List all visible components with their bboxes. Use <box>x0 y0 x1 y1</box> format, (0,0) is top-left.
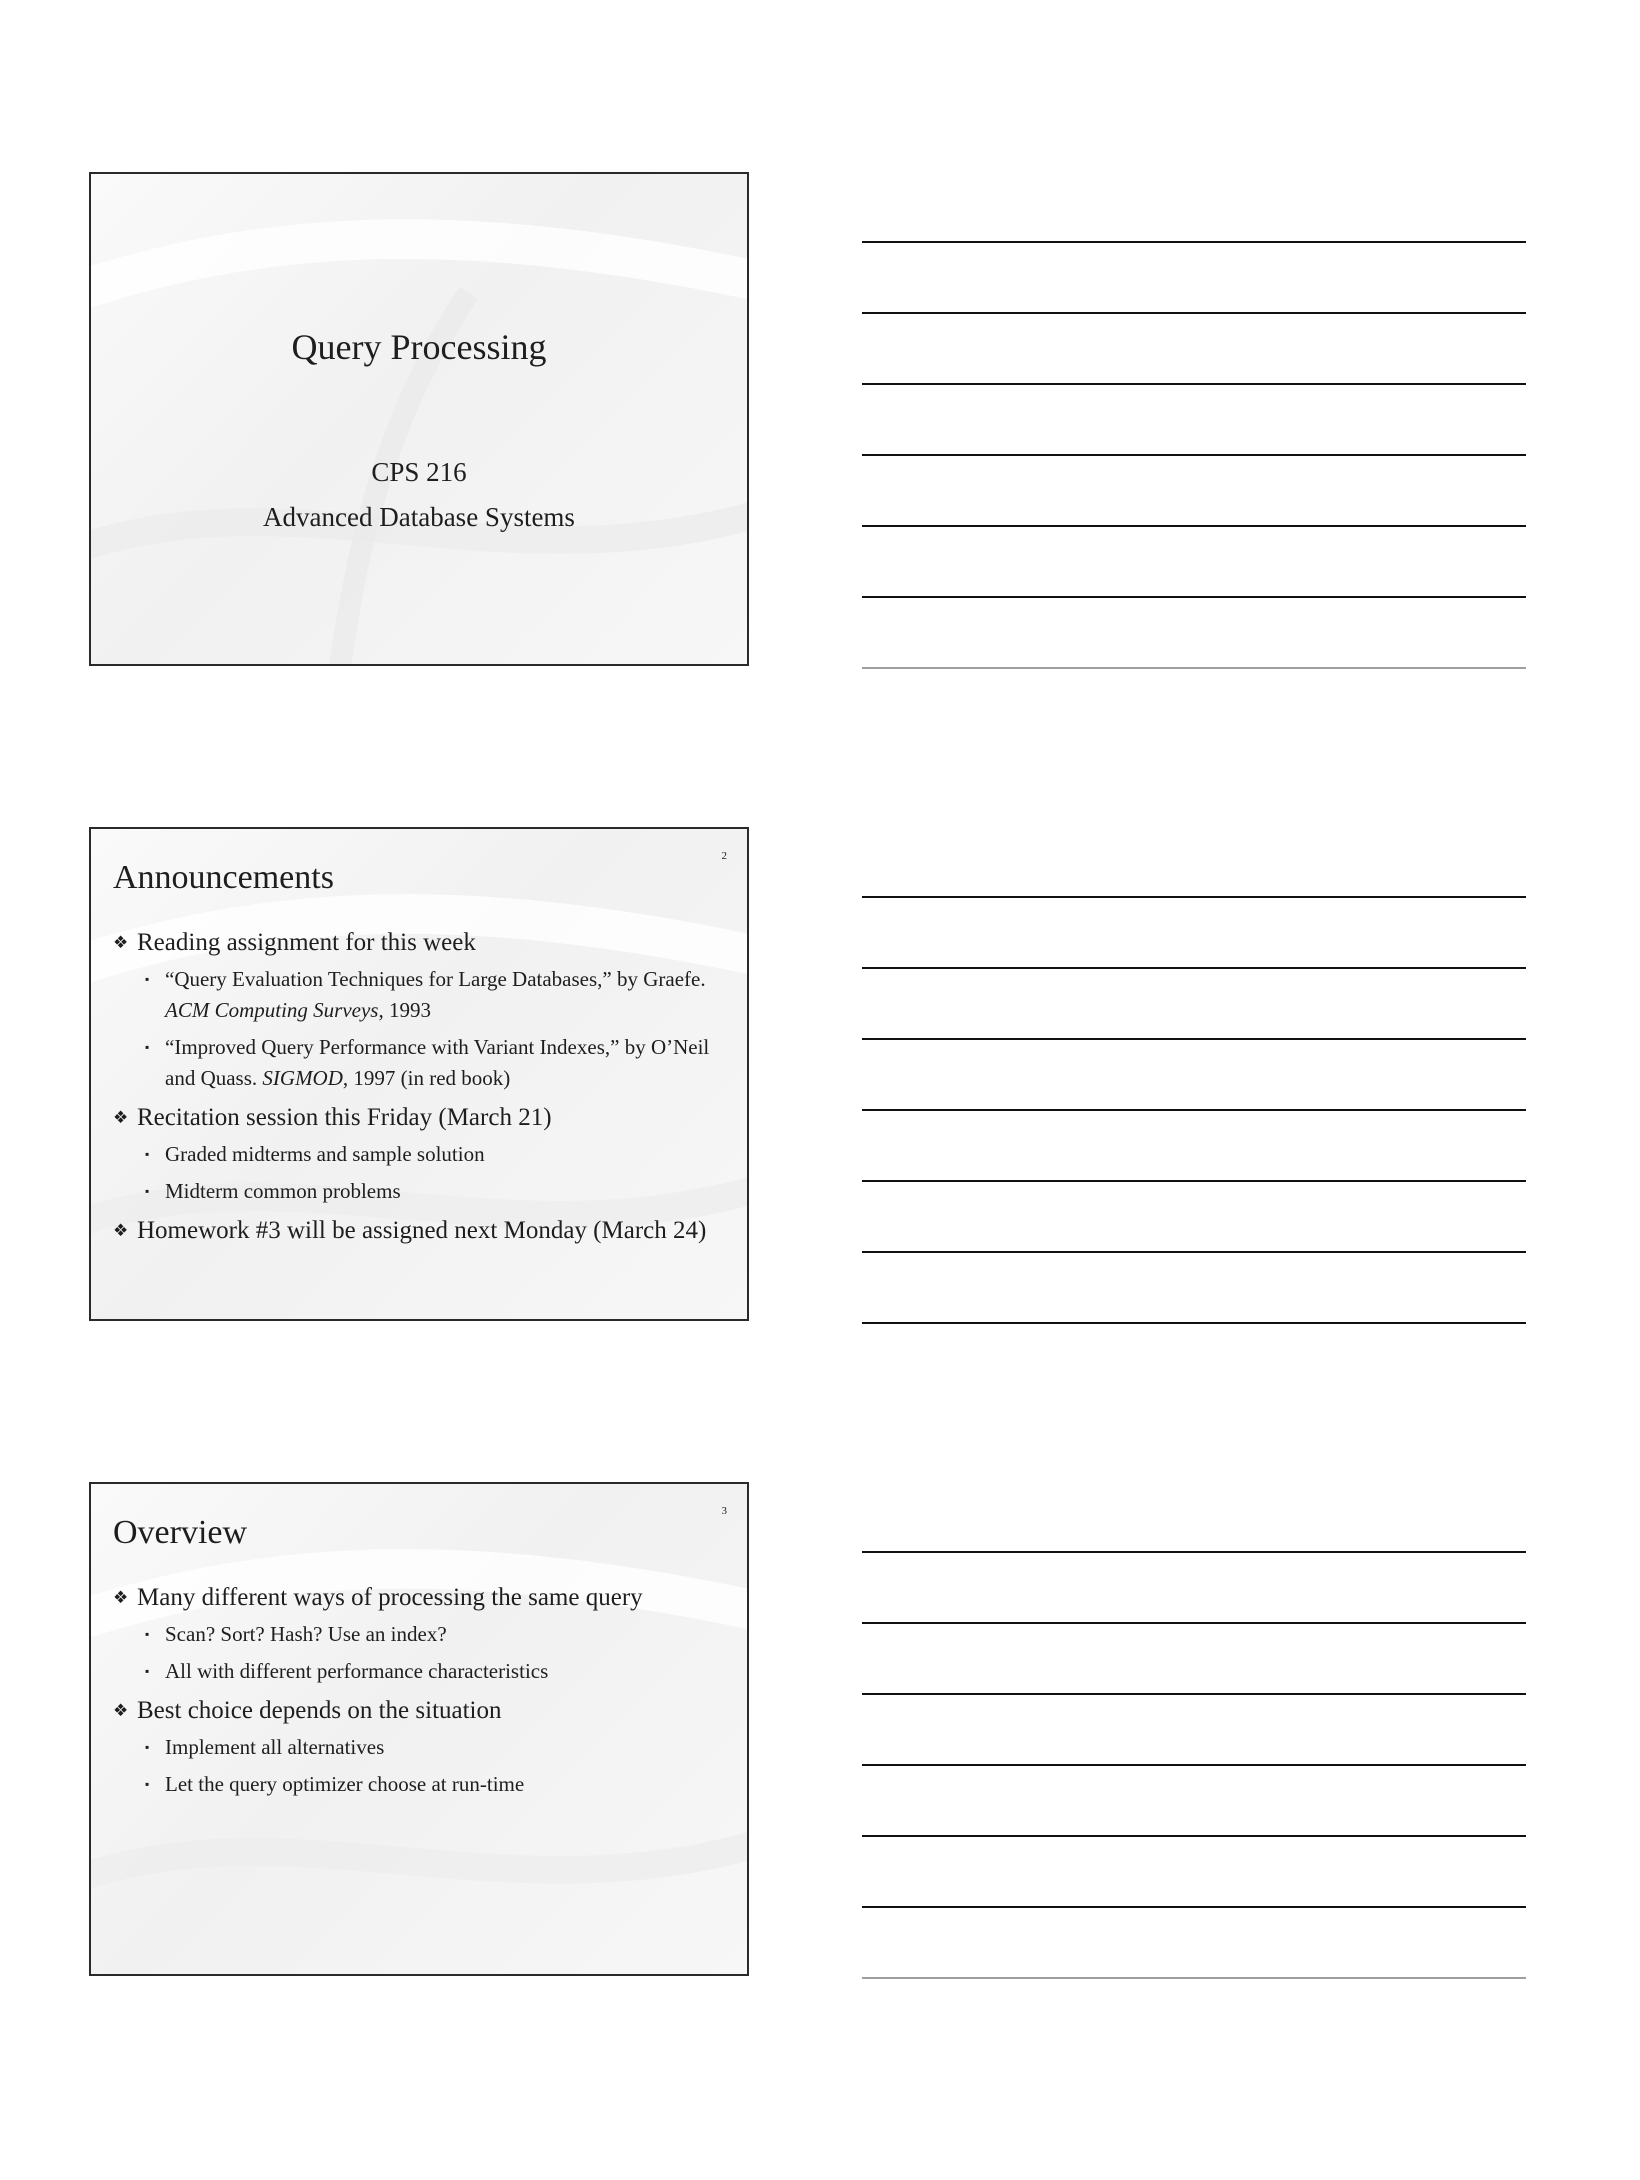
bullet-text: Scan? Sort? Hash? Use an index? <box>165 1622 447 1646</box>
bullet-text: All with different performance characteristics <box>165 1659 549 1683</box>
slide-1-thumbnail <box>89 172 749 666</box>
note-line <box>862 1040 1526 1111</box>
diamond-bullet-icon: ❖ <box>113 933 129 952</box>
slide-subtitle-course: CPS 216 <box>371 457 467 487</box>
bullet-text: Many different ways of processing the same query <box>137 1584 643 1611</box>
note-line <box>862 1482 1526 1553</box>
bullet-text: , 1997 (in red book) <box>342 1066 511 1090</box>
sub-bullet-item <box>113 1769 729 1800</box>
notes-lines-1 <box>862 172 1526 669</box>
slide-2-thumbnail <box>89 827 749 1321</box>
bullet-text: Midterm common problems <box>165 1179 401 1203</box>
notes-lines-2 <box>862 827 1526 1324</box>
square-bullet-icon: ▪ <box>145 1040 150 1054</box>
slide-subtitle-name: Advanced Database Systems <box>263 502 575 532</box>
note-line <box>862 1624 1526 1695</box>
note-line <box>862 243 1526 314</box>
bullet-item <box>113 1100 729 1135</box>
note-line <box>862 1553 1526 1624</box>
sub-bullet-item <box>113 1732 729 1763</box>
bullet-item <box>113 925 729 960</box>
note-line <box>862 1837 1526 1908</box>
bullet-item <box>113 1213 729 1248</box>
diamond-bullet-icon: ❖ <box>113 1588 129 1607</box>
sub-bullet-item <box>113 964 729 1026</box>
sub-bullet-item <box>113 1619 729 1650</box>
note-line <box>862 827 1526 898</box>
bullet-item <box>113 1580 729 1615</box>
bullet-text: “Query Evaluation Techniques for Large Databases,” by Graefe. <box>165 967 706 991</box>
slide-3-thumbnail <box>89 1482 749 1976</box>
square-bullet-icon: ▪ <box>145 1740 150 1754</box>
diamond-bullet-icon: ❖ <box>113 1108 129 1127</box>
square-bullet-icon: ▪ <box>145 1777 150 1791</box>
note-line <box>862 527 1526 598</box>
slide-title: Announcements <box>113 859 334 896</box>
note-line <box>862 385 1526 456</box>
bullet-item <box>113 1693 729 1728</box>
slide-number: 2 <box>721 850 727 862</box>
diamond-bullet-icon: ❖ <box>113 1221 129 1240</box>
note-line <box>862 1695 1526 1766</box>
note-line <box>862 1908 1526 1979</box>
square-bullet-icon: ▪ <box>145 972 150 986</box>
bullet-text: , 1993 <box>378 998 431 1022</box>
bullet-text: Homework #3 will be assigned next Monday (March 24) <box>137 1217 707 1244</box>
note-line <box>862 898 1526 969</box>
bullet-text: Graded midterms and sample solution <box>165 1142 485 1166</box>
diamond-bullet-icon: ❖ <box>113 1701 129 1720</box>
square-bullet-icon: ▪ <box>145 1184 150 1198</box>
note-line <box>862 456 1526 527</box>
bullet-text: Implement all alternatives <box>165 1735 385 1759</box>
slide-content <box>113 1580 729 1806</box>
slide-number: 3 <box>721 1505 727 1517</box>
publication-venue: SIGMOD <box>262 1066 343 1090</box>
slide-title: Overview <box>113 1514 248 1551</box>
bullet-text: Best choice depends on the situation <box>137 1697 502 1724</box>
sub-bullet-item <box>113 1176 729 1207</box>
square-bullet-icon: ▪ <box>145 1627 150 1641</box>
note-line <box>862 172 1526 243</box>
bullet-text: Let the query optimizer choose at run-time <box>165 1772 525 1796</box>
slide-content <box>113 925 729 1252</box>
note-line <box>862 1182 1526 1253</box>
bullet-text: Recitation session this Friday (March 21) <box>137 1104 552 1131</box>
note-line <box>862 1766 1526 1837</box>
note-line <box>862 1253 1526 1324</box>
bullet-text: “Improved Query Performance with Variant Indexes,” by O’Neil and Quass. <box>165 1035 710 1090</box>
sub-bullet-item <box>113 1656 729 1687</box>
bullet-text: Reading assignment for this week <box>137 929 476 956</box>
publication-venue: ACM Computing Surveys <box>165 998 379 1022</box>
notes-lines-3 <box>862 1482 1526 1979</box>
note-line <box>862 314 1526 385</box>
note-line <box>862 598 1526 669</box>
square-bullet-icon: ▪ <box>145 1147 150 1161</box>
sub-bullet-item <box>113 1032 729 1094</box>
square-bullet-icon: ▪ <box>145 1664 150 1678</box>
sub-bullet-item <box>113 1139 729 1170</box>
note-line <box>862 1111 1526 1182</box>
note-line <box>862 969 1526 1040</box>
slide-title: Query Processing <box>291 327 547 367</box>
